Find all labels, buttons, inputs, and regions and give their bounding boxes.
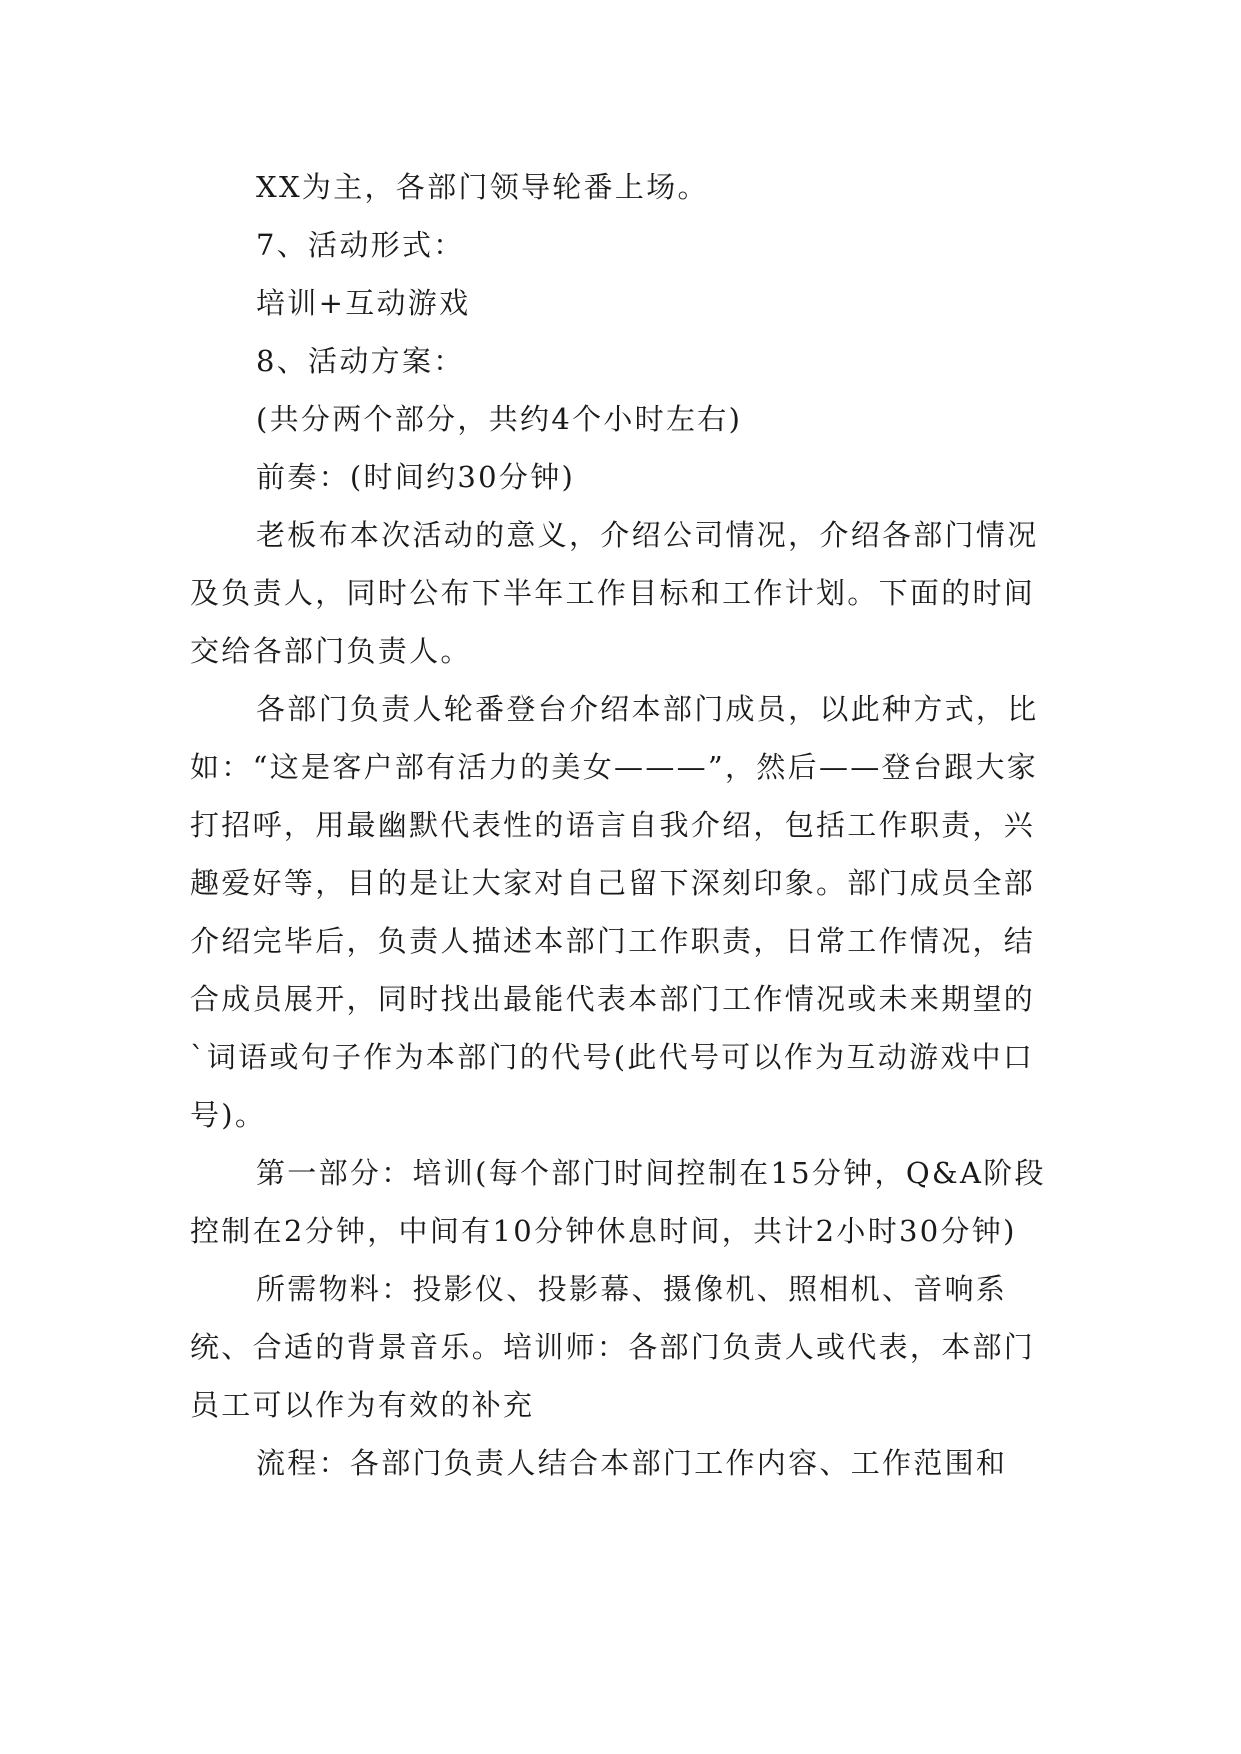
heading-activity-plan: 8、活动方案：: [256, 344, 465, 378]
paragraph-department-intro: 各部门负责人轮番登台介绍本部门成员，以此种方式，比如：“这是客户部有活力的美女———”，然后——登台跟大家打招呼，用最幽默代表性的语言自我介绍，包括工作职责，兴趣爱好等，目的是让大家对自己留下深刻印象。部门成员全部介绍完毕后，负责人描述本部门工作职责，日常工作情况，结合成员展开，同时找出最能代表本部门工作情况或未来期望的`词语或句子作为本部门的代号(此代号可以作为互动游戏中口号)。: [190, 692, 1039, 1132]
paragraph-leaders: XX为主，各部门领导轮番上场。: [256, 170, 709, 204]
heading-activity-format: 7、活动形式：: [256, 228, 465, 262]
paragraph-boss-intro: 老板布本次活动的意义，介绍公司情况，介绍各部门情况及负责人，同时公布下半年工作目标和工作计划。下面的时间交给各部门负责人。: [190, 518, 1039, 668]
paragraph-process: 流程：各部门负责人结合本部门工作内容、工作范围和: [256, 1446, 1008, 1480]
paragraph-materials: 所需物料：投影仪、投影幕、摄像机、照相机、音响系统、合适的背景音乐。培训师：各部门负责人或代表，本部门员工可以作为有效的补充: [190, 1272, 1036, 1422]
heading-prelude: 前奏：(时间约30分钟): [256, 460, 576, 494]
document-page: [190, 158, 1050, 1492]
paragraph-plan-duration: (共分两个部分，共约4个小时左右): [256, 402, 743, 436]
paragraph-activity-format: 培训+互动游戏: [256, 286, 471, 320]
heading-part-one-training: 第一部分：培训(每个部门时间控制在15分钟，Q&A阶段控制在2分钟，中间有10分钟休息时间，共计2小时30分钟): [190, 1156, 1046, 1248]
